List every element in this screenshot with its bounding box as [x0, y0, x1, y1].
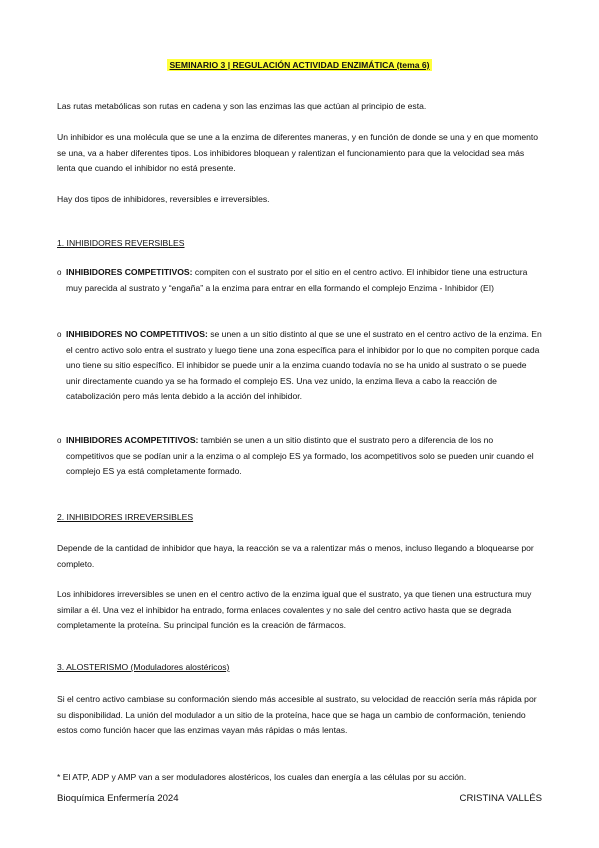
bullet-acompetitivos — [57, 433, 542, 480]
intro-paragraph-1: Las rutas metabólicas son rutas en cadena y son las enzimas las que actúan al principio de esta. — [57, 101, 427, 111]
section-3-footnote: * El ATP, ADP y AMP van a ser moduladores alostéricos, los cuales dan energía a las células por su acción. — [57, 772, 467, 782]
section-3-paragraph-1: Si el centro activo cambiase su conformación siendo más accesible al sustrato, su velocidad de reacción sería más rápida por su disponibilidad. La unión del modulador a un sitio de la proteína, hace que se haga un cambio de conformación, teniendo estos como función hacer que las enzimas vayan más rápidas o más lentas. — [57, 694, 537, 736]
bullet-marker: o — [57, 436, 62, 445]
bullet-no-competitivos — [57, 327, 542, 405]
bullet-term: INHIBIDORES COMPETITIVOS: — [66, 267, 193, 277]
section-2-paragraph-1: Depende de la cantidad de inhibidor que haya, la reacción se va a ralentizar más o menos, incluso llegando a bloquearse por completo. — [57, 543, 534, 569]
title-wrap — [0, 55, 599, 73]
intro-paragraph-3: Hay dos tipos de inhibidores, reversibles e irreversibles. — [57, 194, 270, 204]
bullet-body — [66, 433, 542, 480]
bullet-marker: o — [57, 268, 62, 277]
bullet-body — [66, 265, 542, 296]
bullet-text: compiten con el sustrato por el sitio en el centro activo. El inhibidor tiene una estructura muy parecida al sustrato y “engaña” a la enzima para entrar en ella formando el complejo Enzima - Inhibidor (EI) — [66, 267, 528, 293]
footer-author: CRISTINA VALLÉS — [459, 793, 542, 804]
intro-paragraph-2: Un inhibidor es una molécula que se une a la enzima de diferentes maneras, y en función de donde se una y en que momento se una, va a haber diferentes tipos. Los inhibidores bloquean y ralentizan el funcionamiento para que la velocidad sea más lenta que cuando el inhibidor no está presente. — [57, 132, 539, 174]
bullet-term: INHIBIDORES ACOMPETITIVOS: — [66, 435, 199, 445]
footer-course: Bioquímica Enfermería 2024 — [57, 793, 179, 804]
bullet-competitivos — [57, 265, 542, 296]
bullet-body — [66, 327, 542, 405]
bullet-text: también se unen a un sitio distinto que el sustrato pero a diferencia de los no competitivos que se podían unir a la enzima o al complejo ES ya formado, los acompetitivos solo se pueden unir cuando el complejo ES ya está completamente formado. — [66, 435, 534, 477]
section-2-heading: 2. INHIBIDORES IRREVERSIBLES — [57, 512, 194, 522]
bullet-marker: o — [57, 330, 62, 339]
section-3-heading: 3. ALOSTERISMO (Moduladores alostéricos) — [57, 662, 230, 672]
bullet-term: INHIBIDORES NO COMPETITIVOS: — [66, 329, 208, 339]
document-title: SEMINARIO 3 | REGULACIÓN ACTIVIDAD ENZIMÁTICA (tema 6) — [169, 60, 430, 70]
bullet-text: se unen a un sitio distinto al que se une el sustrato en el centro activo de la enzima. En el centro activo solo entra el sustrato y luego tiene una zona específica para el inhibidor por lo que no compiten porque cada uno tiene su sitio específico. El inhibidor se puede unir a la enzima cuando todavía no se ha unido al sustrato o se puede unir directamente cuando ya se ha formado el complejo ES. Una vez unido, la enzima lleva a cabo la reacción de catabolización pero más lenta debido a la acción del inhibidor. — [66, 329, 542, 402]
section-2-paragraph-2: Los inhibidores irreversibles se unen en el centro activo de la enzima igual que el sustrato, ya que tienen una estructura muy similar a él. Una vez el inhibidor ha entrado, forma enlaces covalentes y no sale del centro activo hasta que se degrada completamente la proteína. Su principal función es la creación de fármacos. — [57, 589, 532, 631]
section-1-heading: 1. INHIBIDORES REVERSIBLES — [57, 238, 185, 248]
